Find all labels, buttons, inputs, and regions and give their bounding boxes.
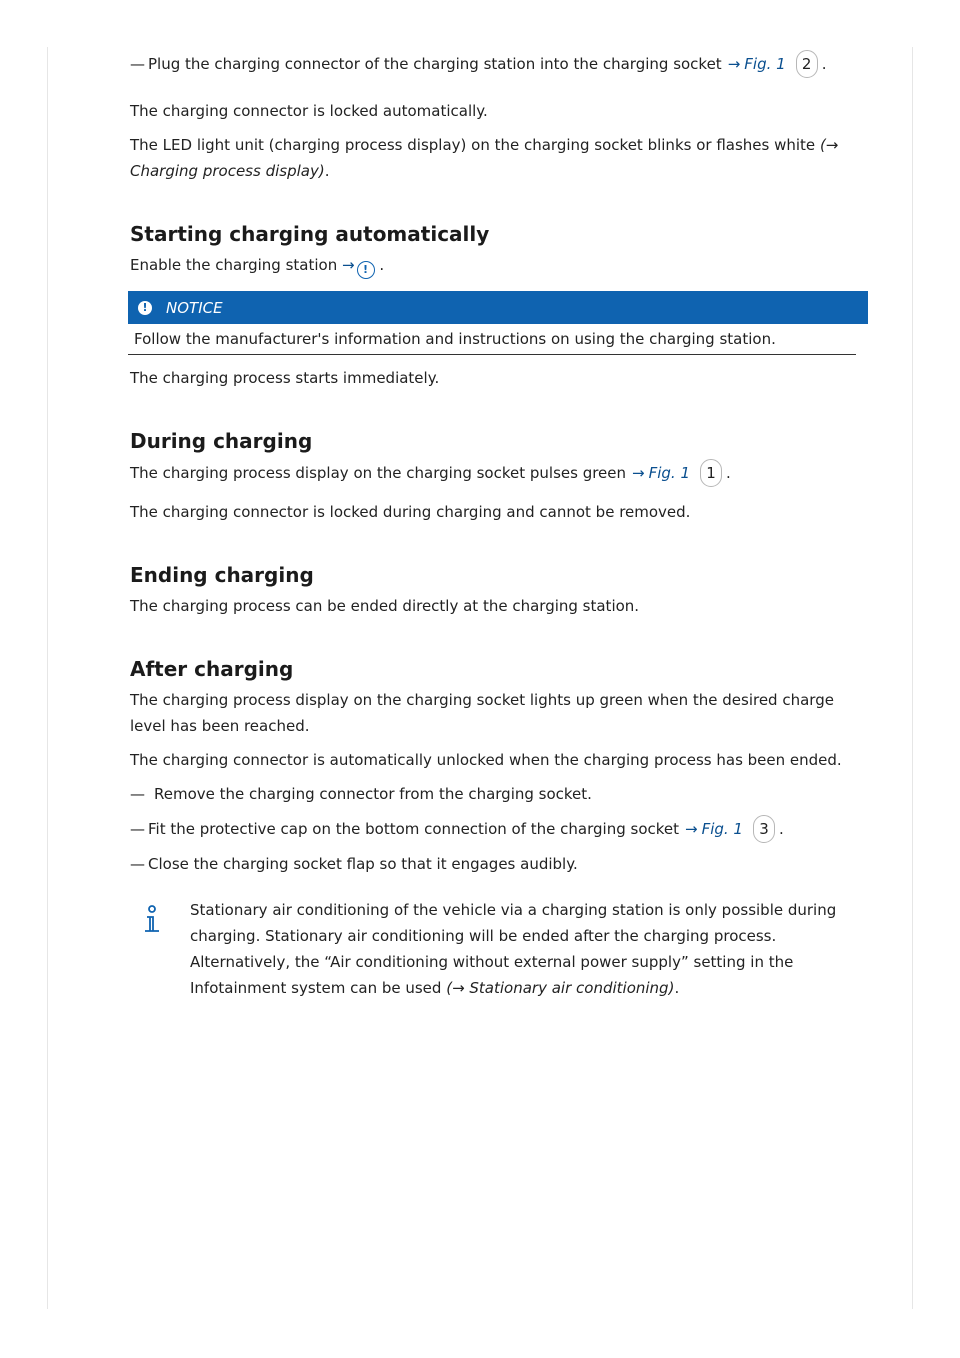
step-fit-cap xyxy=(130,815,860,843)
callout-badge: 3 xyxy=(753,815,775,843)
page-right-rule xyxy=(912,47,913,1309)
paragraph-ended-directly: The charging process can be ended directly at the charging station. xyxy=(130,597,640,615)
notice-header xyxy=(128,291,868,324)
step-plug-connector xyxy=(130,50,860,78)
tip-end: . xyxy=(674,979,680,997)
notice-ref-icon[interactable]: ! xyxy=(357,261,375,279)
callout-badge: 1 xyxy=(700,459,722,487)
arrow-icon: → xyxy=(727,55,741,73)
notice-box xyxy=(130,291,860,355)
step-dash: — xyxy=(130,855,145,873)
step-text: Plug the charging connector of the charging station into the charging socket xyxy=(148,55,722,73)
led-end: . xyxy=(324,162,330,180)
figure-link[interactable]: Fig. 1 xyxy=(744,55,786,73)
paragraph-locked-during-charging: The charging connector is locked during charging and cannot be removed. xyxy=(130,503,691,521)
paragraph-pulses-green xyxy=(130,459,860,487)
step-dash: — xyxy=(130,55,145,73)
paragraph-locked-automatically: The charging connector is locked automatically. xyxy=(130,102,488,120)
heading-during-charging: During charging xyxy=(130,429,313,453)
info-note-text xyxy=(190,897,860,1001)
figure-link[interactable]: Fig. 1 xyxy=(701,820,743,838)
page-content xyxy=(130,50,860,1001)
arrow-icon: → xyxy=(341,256,355,274)
page-left-rule xyxy=(47,47,48,1309)
paragraph-lights-green: The charging process display on the charging socket lights up green when the desired charge level has been reached. xyxy=(130,691,834,735)
step-close-flap xyxy=(130,851,860,877)
notice-title: NOTICE xyxy=(166,298,223,317)
charging-process-display-link[interactable]: (→ Charging process display) xyxy=(130,136,839,180)
pulses-end: . xyxy=(726,464,731,482)
paragraph-enable-station xyxy=(130,252,860,279)
info-note xyxy=(128,897,860,1001)
enable-end: . xyxy=(379,256,385,274)
heading-ending-charging: Ending charging xyxy=(130,563,314,587)
tip-text: Stationary air conditioning of the vehicle via a charging station is only possible during charging. Stationary air conditioning will be ended after the charging process. Alternatively, the “Air conditioning without external power supply” setting in the Infotainment system can be used xyxy=(190,901,837,997)
led-text: The LED light unit (charging process display) on the charging socket blinks or flashes white xyxy=(130,136,816,154)
step-dash: — xyxy=(130,785,145,803)
paragraph-unlocked: The charging connector is automatically unlocked when the charging process has been ended. xyxy=(130,751,842,769)
exclamation-icon: ! xyxy=(138,301,152,315)
paragraph-led-display xyxy=(130,132,860,184)
info-tip-icon xyxy=(142,905,162,935)
heading-after-charging: After charging xyxy=(130,657,294,681)
step-text: Close the charging socket flap so that it engages audibly. xyxy=(148,855,578,873)
step-end: . xyxy=(778,820,784,838)
step-dash: — xyxy=(130,820,145,838)
arrow-icon: → xyxy=(632,464,645,482)
paragraph-starts-immediately: The charging process starts immediately. xyxy=(130,369,440,387)
figure-link[interactable]: Fig. 1 xyxy=(648,464,691,482)
notice-body: Follow the manufacturer's information and instructions on using the charging station. xyxy=(128,324,856,355)
arrow-icon: → xyxy=(685,820,698,838)
step-text: Fit the protective cap on the bottom connection of the charging socket xyxy=(148,820,679,838)
step-text: Remove the charging connector from the charging socket. xyxy=(154,785,592,803)
pulses-text: The charging process display on the charging socket pulses green xyxy=(130,464,627,482)
step-remove-connector xyxy=(130,781,860,807)
enable-text: Enable the charging station xyxy=(130,256,338,274)
callout-badge: 2 xyxy=(796,50,818,78)
step-end: . xyxy=(821,55,827,73)
heading-starting-charging: Starting charging automatically xyxy=(130,222,490,246)
stationary-air-conditioning-link[interactable]: (→ Stationary air conditioning) xyxy=(446,979,675,997)
